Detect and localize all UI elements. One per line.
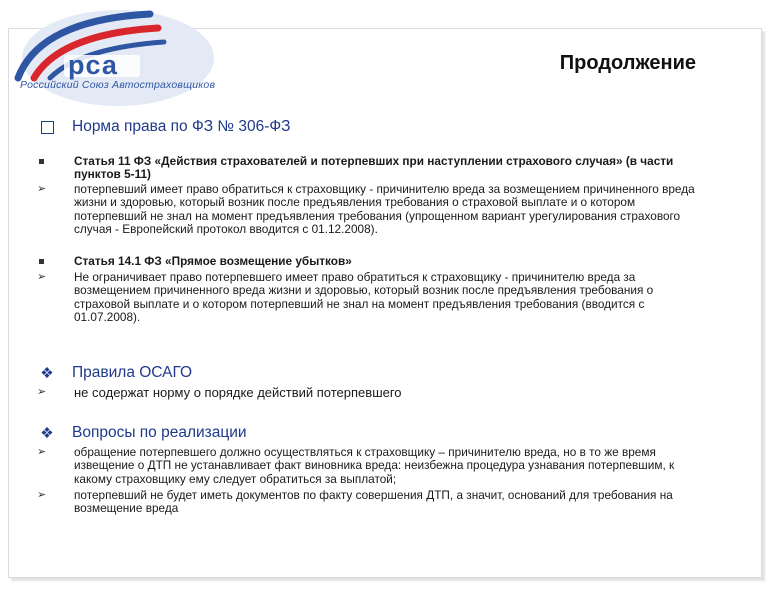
arrow-bullet-icon: ➢ (37, 183, 47, 195)
section-questions-heading (36, 424, 247, 442)
logo-abbreviation: рса (68, 50, 118, 80)
checkbox-icon (36, 119, 58, 135)
arrow-bullet-icon: ➢ (37, 489, 47, 501)
list-item: ➢ потерпевший не будет иметь документов по факту совершения ДТП, а значит, оснований для требования на возмещение вреда (37, 488, 673, 516)
list-item: ➢ потерпевший имеет право обратиться к страховщику - причинителю вреда за возмещением причиненного вреда жизни и здоровью, который возник после предъявления требования о страховой выплате и о котором потерпевший не знал на момент предъявления требования (упрощенном вариант урегулирования страхового случая - Европейский протокол вводится с 01.12.2008). (37, 182, 695, 237)
logo-caption: Российский Союз Автостраховщиков (20, 79, 216, 91)
arrow-bullet-icon: ➢ (37, 271, 47, 283)
diamond-bullet-icon: ❖ (40, 365, 54, 382)
arrow-bullet-icon: ➢ (37, 386, 47, 398)
section-osago-label: Правила ОСАГО (72, 364, 193, 381)
arrow-bullet-icon: ➢ (37, 446, 47, 458)
section-norm-heading (36, 118, 291, 136)
square-bullet-icon (37, 155, 74, 182)
page-title: Продолжение (559, 52, 696, 74)
square-bullet-icon (37, 255, 74, 268)
list-item: Статья 11 ФЗ «Действия страхователей и потерпевших при наступлении страхового случая» (в части пунктов 5-11) (37, 155, 707, 182)
section-questions-label: Вопросы по реализации (72, 424, 247, 441)
list-item: ➢ обращение потерпевшего должно осуществляться к страховщику – причинителю вреда, но в то же время извещение о ДТП не устанавливает факт виновника вреда: неизбежна процедура узнавания потерпевшим, к какому страховщику ему следует обратиться за выплатой; (37, 445, 675, 486)
list-item: Статья 14.1 ФЗ «Прямое возмещение убытков» (37, 255, 707, 268)
section-norm-label: Норма права по ФЗ № 306-ФЗ (72, 118, 291, 135)
logo (0, 0, 215, 108)
diamond-bullet-icon: ❖ (40, 425, 54, 442)
list-item: ➢ Не ограничивает право потерпевшего имеет право обратиться к страховщику - причинителю вреда за возмещением причиненного вреда жизни и здоровью, который возник после предъявления требования о страховой выплате и о котором потерпевший не знал на момент предъявления требования (вводится с 01.07.2008). (37, 270, 654, 325)
list-item: ➢ не содержат норму о порядке действий потерпевшего (37, 385, 402, 400)
section-osago-heading (36, 364, 192, 382)
